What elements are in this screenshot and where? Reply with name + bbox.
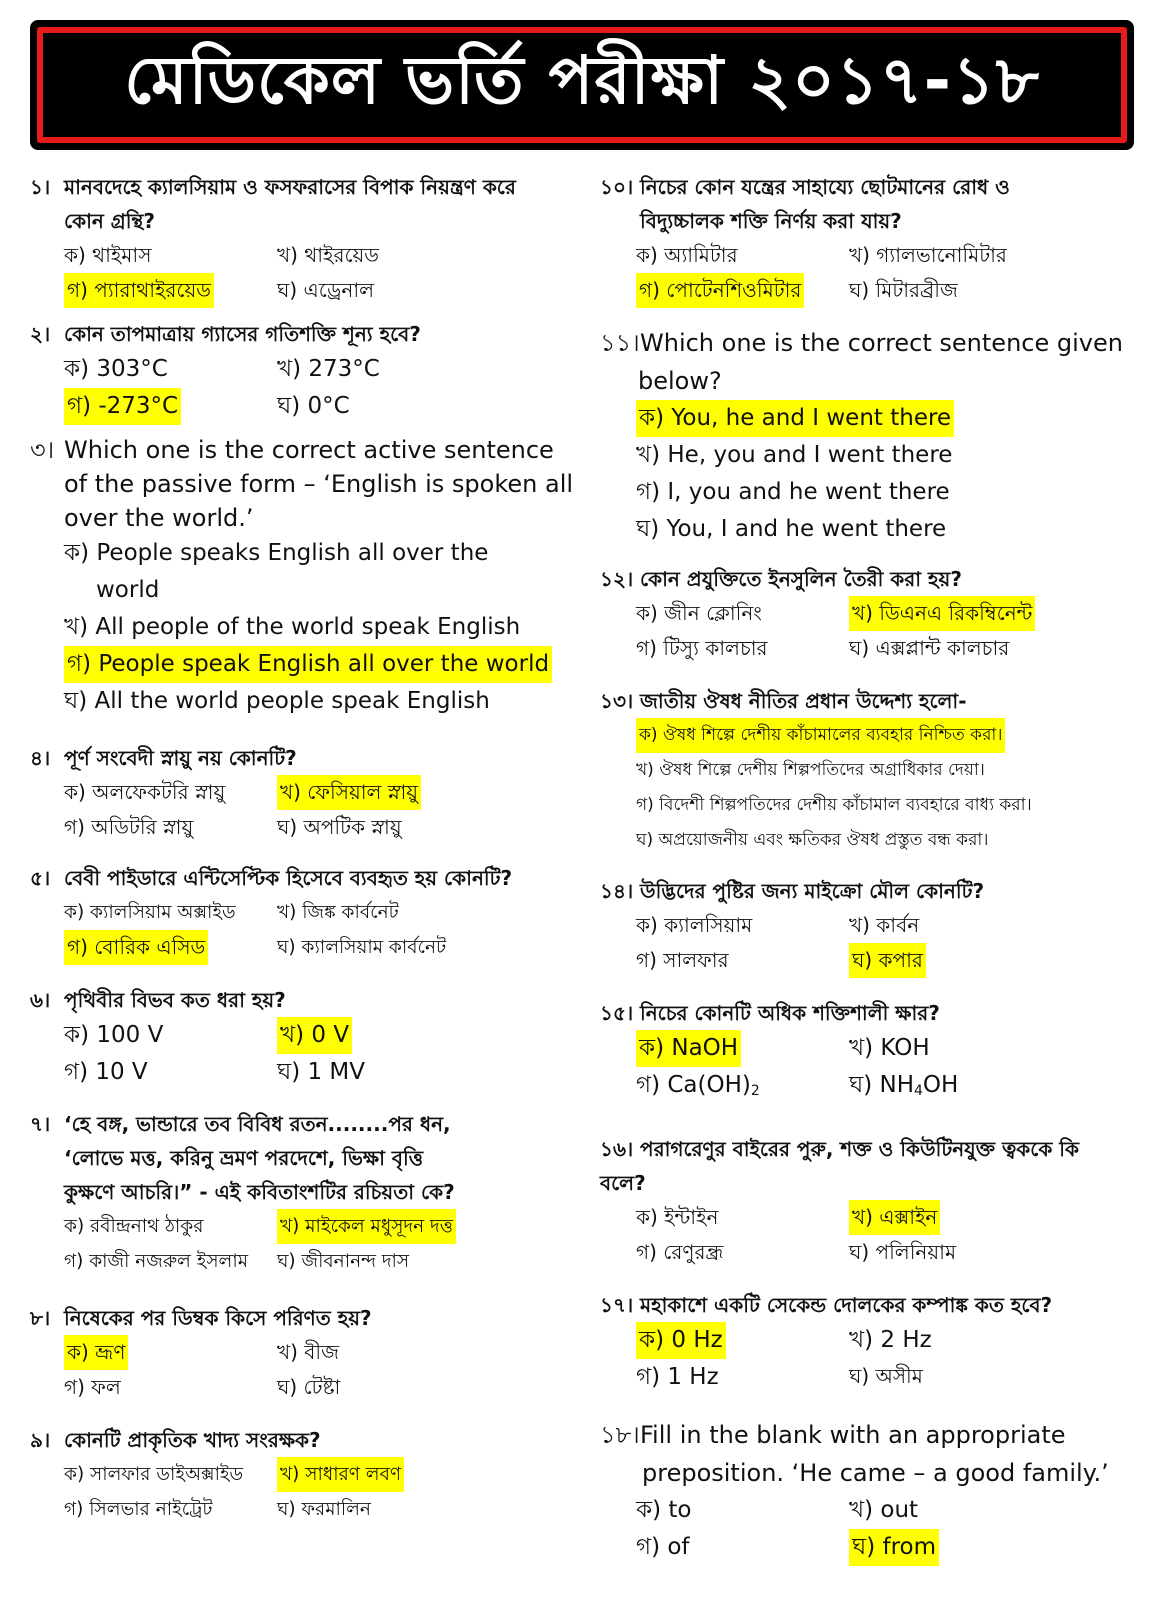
question-number: ৬। (30, 988, 51, 1012)
option: গ) রেণুরন্ধ্র (636, 1240, 724, 1264)
question-number: ৭। (30, 1112, 51, 1136)
question-text: পরাগরেণুর বাইরের পুরু, শক্ত ও কিউটিনযুক্ত ত্বককে কি (640, 1137, 1079, 1161)
option: গ) সিলভার নাইট্রেট (64, 1499, 213, 1520)
title-banner (30, 20, 1134, 150)
option: গ) $Ca(OH)_2$ (636, 1072, 760, 1099)
question-number: ১৪। (600, 879, 634, 903)
option: খ) কার্বন (849, 913, 920, 937)
question-text-cont: over the world.’ (64, 504, 254, 532)
question-text: পৃথিবীর বিভব কত ধরা হয়? (64, 988, 286, 1012)
option: ক) থাইমাস (64, 243, 152, 267)
question-text: Which one is the correct sentence given (640, 329, 1123, 357)
question-text-cont: preposition. ‘He came – a good family.’ (642, 1459, 1109, 1487)
option: খ) He, you and I went there (636, 442, 953, 468)
question-10 (600, 170, 1155, 324)
question-2 (30, 317, 590, 433)
correct-answer: খ) এক্সাইন (849, 1200, 940, 1235)
correct-answer: ঘ) কপার (849, 943, 926, 978)
correct-answer: খ) সাধারণ লবণ (277, 1457, 404, 1492)
question-text: পূর্ণ সংবেদী স্নায়ু নয় কোনটি? (64, 746, 297, 770)
question-text: বেবী পাইডারে এন্টিসেপ্টিক হিসেবে ব্যবহৃত হয় কোনটি? (64, 866, 513, 890)
option: ঘ) টেষ্টা (277, 1375, 341, 1399)
correct-answer: ক) ভ্রূণ (64, 1335, 128, 1370)
correct-answer: গ) বোরিক এসিড (64, 930, 208, 965)
options (30, 535, 590, 720)
option: ক) 100 V (64, 1022, 164, 1048)
question-18 (600, 1416, 1155, 1566)
question-5 (30, 861, 590, 983)
option: ঘ) এক্সপ্লান্ট কালচার (849, 636, 1010, 660)
question-number: ১৮। (600, 1421, 640, 1449)
question-7 (30, 1107, 590, 1301)
option: ক) ইন্টাইন (636, 1205, 719, 1229)
question-text-cont: কোন গ্রন্থি? (64, 209, 155, 233)
option: ক) ক্যালসিয়াম (636, 913, 753, 937)
correct-answer: ক) ঔষধ শিল্পে দেশীয় কাঁচামালের ব্যবহার নিশ্চিত করা। (636, 718, 1005, 753)
option: ঘ) অপটিক স্নায়ু (277, 815, 402, 839)
option: গ) কাজী নজরুল ইসলাম (64, 1251, 248, 1272)
banner-red-frame (37, 27, 1127, 143)
question-14 (600, 874, 1155, 996)
options (600, 1492, 1155, 1566)
option: ক) সালফার ডাইঅক্সাইড (64, 1464, 244, 1485)
options (30, 1335, 590, 1405)
option: ঘ) ক্যালসিয়াম কার্বনেট (277, 937, 447, 958)
options (30, 1457, 590, 1527)
option: গ) of (636, 1534, 690, 1560)
question-text: কোন প্রযুক্তিতে ইনসুলিন তৈরী করা হয়? (640, 567, 962, 591)
option: খ) ঔষধ শিল্পে দেশীয় শিল্পপতিদের অগ্রাধিকার দেয়া। (636, 760, 985, 780)
question-number: ৫। (30, 866, 51, 890)
question-number: ১। (30, 175, 51, 199)
option: খ) 273°C (277, 356, 380, 382)
question-text: জাতীয় ঔষধ নীতির প্রধান উদ্দেশ্য হলো- (640, 689, 967, 713)
correct-answer: ক) NaOH (636, 1030, 741, 1067)
question-number: ১২। (600, 567, 634, 591)
question-text: ‘হে বঙ্গ, ভান্ডারে তব বিবিধ রতন........পর ধন, (64, 1112, 451, 1136)
question-text-cont: বলে? (600, 1171, 646, 1195)
options (30, 895, 590, 965)
question-text: কোনটি প্রাকৃতিক খাদ্য সংরক্ষক? (64, 1428, 321, 1452)
correct-answer: খ) মাইকেল মধুসূদন দত্ত (277, 1209, 456, 1244)
option: গ) I, you and he went there (636, 479, 950, 505)
question-number: ১০। (600, 175, 634, 199)
question-number: ২। (30, 322, 51, 346)
option: ক) People speaks English all over the world (64, 540, 489, 603)
correct-answer: গ) -273°C (64, 388, 181, 425)
correct-answer: খ) ফেসিয়াল স্নায়ু (277, 775, 421, 810)
option: ক) রবীন্দ্রনাথ ঠাকুর (64, 1216, 204, 1237)
correct-answer: গ) প্যারাথাইরয়েড (64, 273, 214, 308)
correct-answer: গ) পোটেনশিওমিটার (636, 273, 804, 308)
options (30, 775, 590, 845)
page-title: মেডিকেল ভর্তি পরীক্ষা ২০১৭-১৮ (124, 42, 1040, 119)
correct-answer: ক) You, he and I went there (636, 400, 954, 437)
option: খ) All people of the world speak English (64, 614, 521, 640)
option: গ) টিস্যু কালচার (636, 636, 768, 660)
question-text: মহাকাশে একটি সেকেন্ড দোলকের কম্পাঙ্ক কত হবে? (640, 1293, 1053, 1317)
question-9 (30, 1423, 590, 1527)
option: ক) অ্যামিটার (636, 243, 738, 267)
question-11 (600, 324, 1155, 562)
question-8 (30, 1301, 590, 1423)
correct-answer: গ) People speak English all over the world (64, 646, 552, 683)
option: ঘ) জীবনানন্দ দাস (277, 1251, 410, 1272)
options (600, 1030, 1155, 1110)
option: ঘ) 1 MV (277, 1059, 366, 1085)
option: ঘ) পলিনিয়াম (849, 1240, 957, 1264)
question-number: ১৫। (600, 1001, 634, 1025)
options (600, 400, 1155, 548)
option: ঘ) You, I and he went there (636, 516, 947, 542)
question-number: ১১। (600, 329, 640, 357)
question-text: Which one is the correct active sentence (64, 436, 554, 464)
option: ক) 303°C (64, 356, 168, 382)
question-number: ১৬। (600, 1137, 634, 1161)
option: ঘ) All the world people speak English (64, 688, 490, 714)
question-text-cont: কুক্ষণে আচরি।” - এই কবিতাংশটির রচিয়তা কে? (64, 1180, 455, 1204)
option: ঘ) এড্রেনাল (277, 278, 375, 302)
options (30, 1017, 590, 1091)
question-text: Fill in the blank with an appropriate (640, 1421, 1066, 1449)
question-number: ১৩। (600, 689, 634, 713)
option: খ) গ্যালভানোমিটার (849, 243, 1007, 267)
option: খ) KOH (849, 1035, 930, 1061)
options (600, 238, 1155, 308)
question-number: ৩। (30, 436, 55, 464)
options (600, 1322, 1155, 1396)
option: ঘ) $NH_4OH$ (849, 1072, 959, 1099)
options (30, 351, 590, 425)
question-13 (600, 684, 1155, 874)
correct-answer: ক) 0 Hz (636, 1322, 726, 1359)
options (600, 1200, 1155, 1270)
option: ক) to (636, 1497, 692, 1523)
option: গ) 1 Hz (636, 1364, 719, 1390)
question-4 (30, 741, 590, 861)
option: খ) জিঙ্ক কার্বনেট (277, 902, 399, 923)
options (30, 238, 590, 308)
option: ক) ক্যালসিয়াম অক্সাইড (64, 902, 236, 923)
option: ক) জীন ক্লোনিং (636, 601, 762, 625)
question-15 (600, 996, 1155, 1132)
question-number: ৪। (30, 746, 51, 770)
question-17 (600, 1288, 1155, 1416)
question-text: নিচের কোনটি অধিক শক্তিশালী ক্ষার? (640, 1001, 940, 1025)
option: খ) থাইরয়েড (277, 243, 379, 267)
option: ক) অলফেকটরি স্নায়ু (64, 780, 226, 804)
question-number: ১৭। (600, 1293, 634, 1317)
right-column (600, 170, 1155, 1566)
correct-answer: ঘ) from (849, 1529, 939, 1566)
question-text: নিষেকের পর ডিম্বক কিসে পরিণত হয়? (64, 1306, 372, 1330)
question-number: ৯। (30, 1428, 51, 1452)
question-number: ৮। (30, 1306, 51, 1330)
correct-answer: খ) ডিএনএ রিকম্বিনেন্ট (849, 596, 1035, 631)
option: খ) out (849, 1497, 919, 1523)
question-text: নিচের কোন যন্ত্রের সাহায্যে ছোটমানের রোধ ও (640, 175, 1010, 199)
question-1 (30, 170, 590, 317)
question-text-cont: below? (638, 367, 722, 395)
question-text-cont: ‘লোভে মত্ত, করিনু ভ্রমণ পরদেশে, ভিক্ষা বৃত্তি (64, 1146, 424, 1170)
option: ঘ) ফরমালিন (277, 1499, 371, 1520)
options (600, 718, 1155, 858)
option: গ) সালফার (636, 948, 729, 972)
question-text: উদ্ভিদের পুষ্টির জন্য মাইক্রো মৌল কোনটি? (640, 879, 985, 903)
question-16 (600, 1132, 1155, 1288)
option: ঘ) মিটারব্রীজ (849, 278, 958, 302)
option: গ) বিদেশী শিল্পপতিদের দেশীয় কাঁচামাল ব্যবহারে বাধ্য করা। (636, 795, 1032, 815)
question-text: মানবদেহে ক্যালসিয়াম ও ফসফরাসের বিপাক নিয়ন্ত্রণ করে (64, 175, 516, 199)
option: ঘ) অপ্রয়োজনীয় এবং ক্ষতিকর ঔষধ প্রস্তুত বন্ধ করা। (636, 830, 989, 850)
option: গ) ফল (64, 1375, 121, 1399)
option: গ) 10 V (64, 1059, 148, 1085)
options (600, 908, 1155, 978)
question-text: কোন তাপমাত্রায় গ্যাসের গতিশক্তি শূন্য হবে? (64, 322, 421, 346)
question-3 (30, 433, 590, 741)
option: খ) বীজ (277, 1340, 340, 1364)
left-column (30, 170, 590, 1527)
correct-answer: খ) 0 V (277, 1017, 352, 1054)
question-text-cont: বিদ্যুচ্চালক শক্তি নির্ণয় করা যায়? (640, 209, 902, 233)
option: ঘ) 0°C (277, 393, 350, 419)
option: গ) অডিটরি স্নায়ু (64, 815, 194, 839)
banner-inner (43, 33, 1121, 137)
options (30, 1209, 590, 1279)
question-12 (600, 562, 1155, 684)
option: খ) 2 Hz (849, 1327, 932, 1353)
question-text-cont: of the passive form – ‘English is spoken all (64, 470, 574, 498)
question-6 (30, 983, 590, 1107)
options (600, 596, 1155, 666)
option: ঘ) অসীম (849, 1364, 923, 1388)
